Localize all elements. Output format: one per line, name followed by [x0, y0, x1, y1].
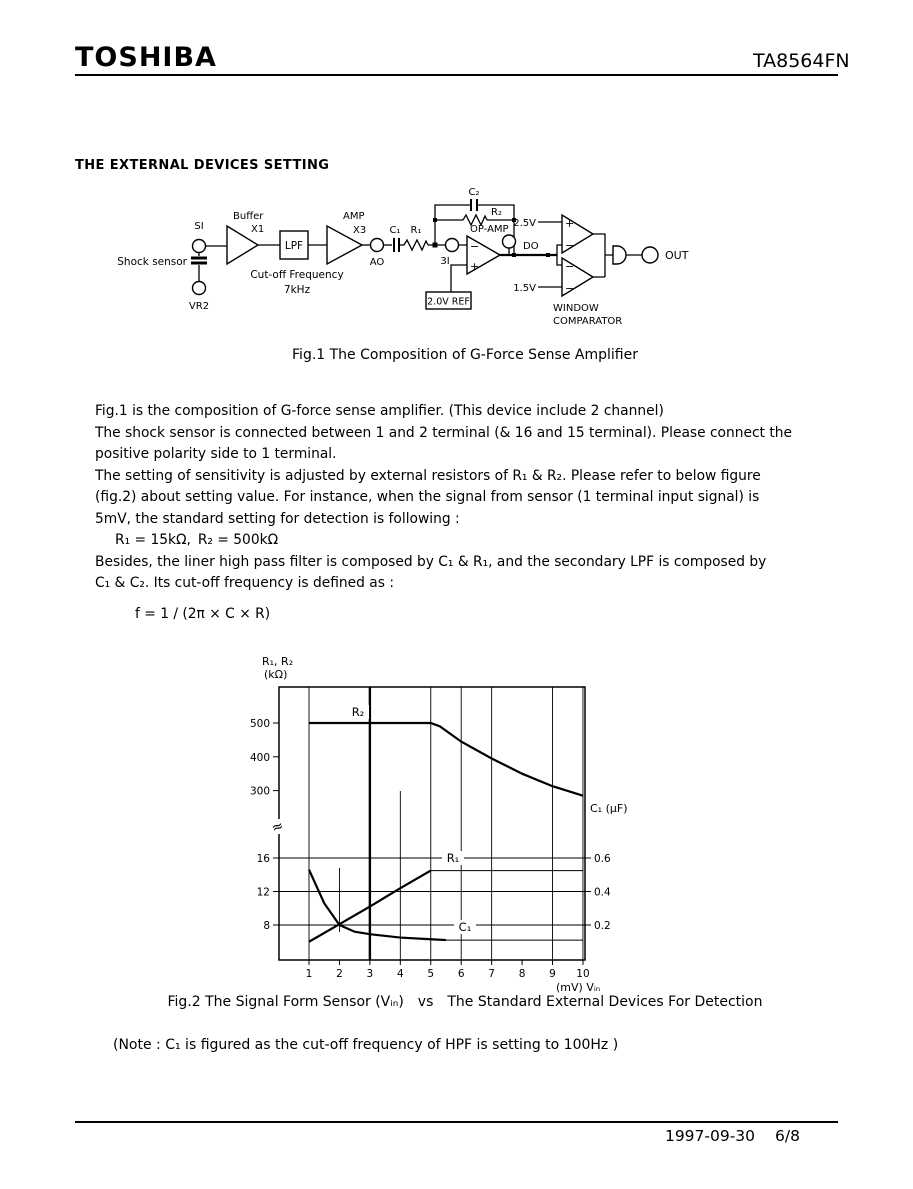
pin-vr2-label: VR2 — [188, 301, 210, 312]
svg-text:≈: ≈ — [269, 817, 286, 837]
fig2-graph — [240, 650, 628, 1010]
x1-label: X1 — [251, 224, 265, 235]
ref-label: 2.0V REF — [427, 296, 470, 308]
comparator-input-split — [557, 245, 562, 265]
comp-top-minus: − — [565, 239, 575, 252]
svg-text:4: 4 — [396, 968, 404, 980]
pin-si-label: SI — [194, 221, 204, 232]
fig1-caption: Fig.1 The Composition of G-Force Sense Amplifier — [292, 347, 638, 363]
shock-sensor-label: Shock sensor — [117, 256, 187, 268]
footer — [75, 1127, 800, 1145]
svg-text:500: 500 — [249, 718, 270, 730]
section-title: THE EXTERNAL DEVICES SETTING — [75, 158, 330, 173]
svg-text:0.6: 0.6 — [594, 853, 611, 865]
svg-text:R₁: R₁ — [446, 851, 460, 865]
body-line: (fig.2) about setting value. For instance, when the signal from sensor (1 terminal input signal) is — [95, 489, 760, 505]
node-feedback-left — [433, 218, 437, 222]
buffer-label: Buffer — [233, 211, 264, 222]
v-high-label: 2.5V — [513, 218, 536, 229]
comp-bottom-minus1: − — [565, 260, 575, 273]
buffer-block — [227, 211, 280, 264]
fig2-gridlines — [279, 687, 585, 960]
fig2-note: (Note : C₁ is figured as the cut-off frequency of HPF is setting to 100Hz ) — [113, 1037, 619, 1053]
wire-ref-opamp — [451, 265, 467, 292]
svg-text:9: 9 — [549, 968, 556, 980]
terminal-ao — [371, 239, 384, 252]
svg-text:6: 6 — [457, 968, 465, 980]
svg-text:(mV) Vᵢₙ: (mV) Vᵢₙ — [556, 981, 601, 994]
c1-label: C₁ — [389, 225, 401, 236]
fig2-curves — [309, 723, 583, 942]
r1-label: R₁ — [410, 225, 422, 236]
svg-text:C₁: C₁ — [458, 920, 472, 934]
hpf-network — [384, 225, 468, 267]
svg-text:1: 1 — [305, 968, 313, 980]
body-text — [95, 401, 792, 595]
cutoff-value-label: 7kHz — [283, 284, 311, 296]
output-gate — [613, 246, 626, 264]
terminal-3i — [446, 239, 459, 252]
x3-label: X3 — [353, 225, 367, 236]
body-line-setting-values: R₁ = 15kΩ, R₂ = 500kΩ — [115, 532, 279, 548]
opamp-label: OP-AMP — [470, 224, 509, 235]
pin-ao-label: AO — [369, 257, 385, 268]
cutoff-formula: f = 1 / (2π × C × R) — [135, 606, 271, 622]
svg-text:2: 2 — [336, 968, 343, 980]
comp-bottom-minus2: − — [565, 282, 575, 295]
lpf-label: LPF — [284, 240, 304, 252]
svg-text:7: 7 — [488, 968, 495, 980]
fig2-caption: Fig.2 The Signal Form Sensor (Vᵢₙ) vs The Standard External Devices For Detection — [167, 994, 763, 1010]
terminal-vr2 — [193, 282, 206, 295]
svg-text:8: 8 — [518, 968, 526, 980]
svg-text:R₂: R₂ — [351, 705, 365, 719]
node-do — [546, 253, 550, 257]
window-comparator-block — [513, 215, 688, 327]
footer-rule — [75, 1121, 838, 1123]
svg-text:12: 12 — [256, 886, 270, 899]
body-line: 5mV, the standard setting for detection is following : — [95, 510, 460, 527]
body-line: C₁ & C₂. Its cut-off frequency is defined as : — [95, 575, 394, 591]
svg-text:C₁ (μF): C₁ (μF) — [590, 802, 628, 815]
body-line: Besides, the liner high pass filter is composed by C₁ & R₁, and the secondary LPF is composed by — [95, 553, 767, 570]
fig2-plot-border — [279, 687, 585, 960]
window-label-2: COMPARATOR — [553, 316, 623, 327]
body-line: The setting of sensitivity is adjusted by external resistors of R₁ & R₂. Please refer to below figure — [95, 467, 761, 484]
c2-label: C₂ — [468, 187, 480, 198]
svg-text:(kΩ): (kΩ) — [264, 668, 288, 681]
body-line: The shock sensor is connected between 1 and 2 terminal (& 16 and 15 terminal). Please connect the — [95, 424, 792, 441]
svg-text:16: 16 — [256, 853, 270, 865]
svg-text:8: 8 — [263, 920, 270, 932]
body-line: positive polarity side to 1 terminal. — [95, 446, 337, 462]
svg-text:0.2: 0.2 — [594, 920, 611, 932]
footer-date: 1997-09-30 — [664, 1127, 756, 1145]
terminal-do — [503, 235, 516, 248]
fig1-circuit-diagram — [117, 185, 815, 335]
part-number: TA8564FN — [753, 50, 850, 72]
svg-text:5: 5 — [427, 968, 435, 980]
svg-text:300: 300 — [249, 785, 270, 798]
svg-text:400: 400 — [249, 751, 270, 764]
out-label: OUT — [665, 249, 689, 262]
footer-page-number: 6/8 — [775, 1127, 800, 1145]
comp-top-plus: + — [565, 217, 575, 230]
comparator-output-wires — [593, 234, 613, 277]
cutoff-frequency-label: Cut-off Frequency — [250, 269, 344, 281]
brand-logo: TOSHIBA — [75, 42, 217, 73]
opamp-plus-sign: + — [470, 260, 480, 273]
fig2-axis-labels — [262, 655, 628, 994]
capacitor-c2 — [471, 199, 477, 211]
body-line: Fig.1 is the composition of G-force sense amplifier. (This device include 2 channel) — [95, 403, 664, 419]
resistor-r1 — [404, 240, 428, 250]
capacitor-c1 — [394, 238, 399, 252]
amp-label: AMP — [343, 211, 365, 222]
shock-sensor-symbol — [191, 258, 207, 263]
svg-text:0.4: 0.4 — [594, 886, 611, 899]
v-low-label: 1.5V — [513, 283, 536, 294]
opamp-minus-sign: − — [470, 240, 480, 253]
shock-sensor-block — [117, 221, 227, 312]
terminal-out — [642, 247, 658, 263]
terminal-si — [193, 240, 206, 253]
amp-block — [327, 211, 384, 268]
header-rule — [75, 74, 838, 76]
window-label-1: WINDOW — [553, 303, 599, 314]
r2-label: R₂ — [491, 207, 502, 218]
svg-text:3: 3 — [366, 968, 374, 980]
pin-3i-label: 3I — [440, 256, 450, 267]
svg-text:10: 10 — [576, 968, 590, 980]
pin-do-label: DO — [523, 241, 539, 252]
svg-text:R₁, R₂: R₁, R₂ — [262, 655, 294, 668]
